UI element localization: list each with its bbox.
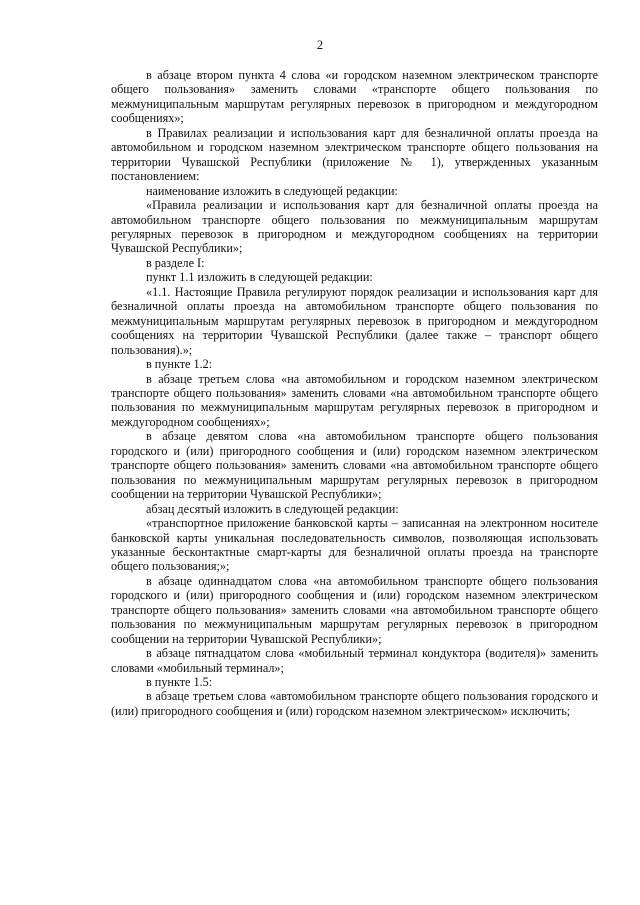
paragraph: в Правилах реализации и использования карт для безналичной оплаты проезда на автомобильном и городском наземном электрическом транспорте общего пользования на территории Чувашской Республики (приложение № 1), утвержденных указанным постановлением:: [111, 125, 598, 184]
paragraph: в абзаце третьем слова «автомобильном транспорте общего пользования городского и (или) пригородного сообщения и (или) городском наземном электрическом» исключить;: [111, 689, 598, 718]
paragraph: «Правила реализации и использования карт для безналичной оплаты проезда на автомобильном транспорте общего пользования по межмуниципальным маршрутам регулярных перевозок в пригородном и междугородном сообщениях на территории Чувашской Республики»;: [111, 198, 598, 256]
paragraph: «1.1. Настоящие Правила регулируют порядок реализации и использования карт для безналичной оплаты проезда на автомобильном транспорте общего пользования по межмуниципальным маршрутам регулярных перевозок в пригородном и междугородном сообщениях на территории Чувашской Республики (далее также – транспорт общего пользования).»;: [111, 284, 598, 357]
paragraph: в абзаце пятнадцатом слова «мобильный терминал кондуктора (водителя)» заменить словами «мобильный терминал»;: [111, 646, 598, 675]
paragraph: в абзаце втором пункта 4 слова «и городском наземном электрическом транспорте общего пользования» заменить словами «транспорте общего пользования по межмуниципальным маршрутам регулярных перевозок в пригородном и междугородном сообщениях»;: [111, 68, 598, 126]
paragraph: в абзаце одиннадцатом слова «на автомобильном транспорте общего пользования городского и (или) пригородного сообщения и (или) городском наземном электрическом транспорте общего пользования» заменить словами «на автомобильном транспорте общего пользования по межмуниципальным маршрутам регулярных перевозок в пригородном сообщении на территории Чувашской Республики»;: [111, 573, 598, 646]
paragraph: в пункте 1.5:: [146, 675, 213, 690]
page-number: 2: [316, 38, 324, 52]
paragraph: «транспортное приложение банковской карты – записанная на электронном носителе банковской карты уникальная последовательность символов, позволяющая использовать указанные бесконтактные смарт-карты для безналичной оплаты проезда на транспорте общего пользования;»;: [111, 516, 598, 574]
paragraph: наименование изложить в следующей редакции:: [146, 183, 398, 198]
paragraph: в разделе I:: [146, 255, 205, 270]
document-body: [111, 68, 598, 718]
paragraph: пункт 1.1 изложить в следующей редакции:: [146, 270, 373, 285]
paragraph: в абзаце девятом слова «на автомобильном транспорте общего пользования городского и (или) пригородного сообщения и (или) городском наземном электрическом транспорте общего пользования» заменить словами «на автомобильном транспорте общего пользования по межмуниципальным маршрутам регулярных перевозок в пригородном сообщении на территории Чувашской Республики»;: [111, 429, 598, 502]
paragraph: в абзаце третьем слова «на автомобильном и городском наземном электрическом транспорте общего пользования» заменить словами «на автомобильном транспорте общего пользования по межмуниципальным маршрутам регулярных перевозок в пригородном и междугородном сообщениях»;: [111, 371, 598, 429]
paragraph: абзац десятый изложить в следующей редакции:: [146, 501, 399, 516]
paragraph: в пункте 1.2:: [146, 357, 213, 372]
